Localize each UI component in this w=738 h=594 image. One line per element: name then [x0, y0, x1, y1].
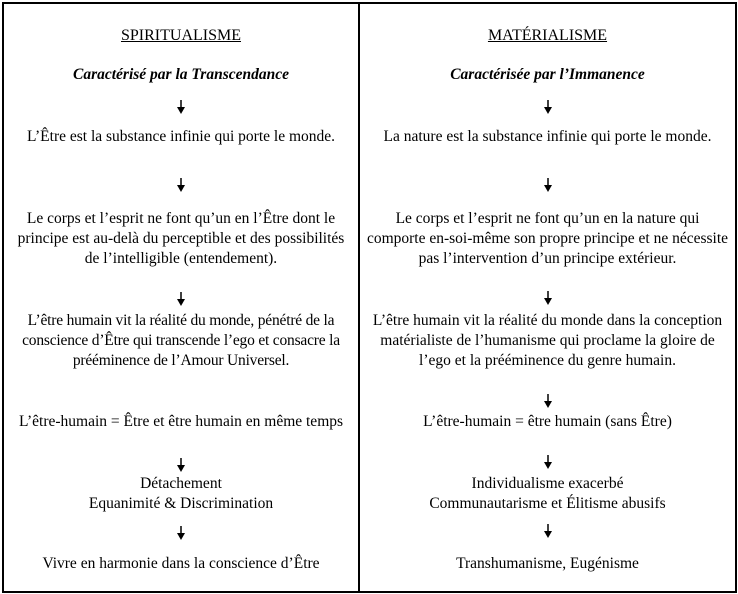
statement: L’être humain vit la réalité du monde dans la conception matérialiste de l’humanisme qui proclame la gloire de l’ego et la prééminence du genre humain. — [372, 312, 723, 369]
column-title: SPIRITUALISME — [120, 27, 241, 44]
down-arrow-icon — [543, 455, 553, 469]
down-arrow-icon — [176, 526, 186, 540]
down-arrow-icon — [543, 524, 553, 538]
comparison-table — [2, 2, 737, 593]
statement: La nature est la substance infinie qui porte le monde. — [383, 128, 712, 145]
down-arrow-icon — [176, 458, 186, 472]
statement: Le corps et l’esprit ne font qu’un en l’Être dont le principe est au-delà du perceptible et des possibilités de l’intelligible (entendement). — [17, 210, 345, 267]
statement: Vivre en harmonie dans la conscience d’Être — [42, 555, 320, 572]
statement: Communautarisme et Élitisme abusifs — [429, 495, 666, 512]
down-arrow-icon — [176, 178, 186, 192]
statement: Individualisme exacerbé — [471, 475, 624, 492]
spiritualisme-column — [4, 4, 358, 591]
column-title: MATÉRIALISME — [487, 27, 608, 44]
column-subtitle: Caractérisée par l’Immanence — [450, 66, 645, 83]
statement: Equanimité & Discrimination — [88, 495, 274, 512]
down-arrow-icon — [543, 394, 553, 408]
statement: Le corps et l’esprit ne font qu’un en la nature qui comporte en-soi-même son propre principe et ne nécessite pas l’intervention d’un principe extérieur. — [366, 210, 729, 267]
statement: Détachement — [140, 475, 222, 492]
statement: L’être humain vit la réalité du monde, pénétré de la conscience d’Être qui transcende l’ego et consacre la prééminence de l’Amour Universel. — [22, 312, 340, 369]
down-arrow-icon — [176, 292, 186, 306]
materialisme-column — [360, 4, 735, 591]
down-arrow-icon — [176, 100, 186, 114]
down-arrow-icon — [543, 291, 553, 305]
statement: Transhumanisme, Eugénisme — [456, 555, 639, 572]
statement: L’être-humain = Être et être humain en même temps — [18, 413, 344, 430]
down-arrow-icon — [543, 178, 553, 192]
statement: L’être-humain = être humain (sans Être) — [423, 413, 672, 430]
column-subtitle: Caractérisé par la Transcendance — [73, 66, 289, 83]
statement: L’Être est la substance infinie qui porte le monde. — [26, 128, 336, 145]
down-arrow-icon — [543, 100, 553, 114]
